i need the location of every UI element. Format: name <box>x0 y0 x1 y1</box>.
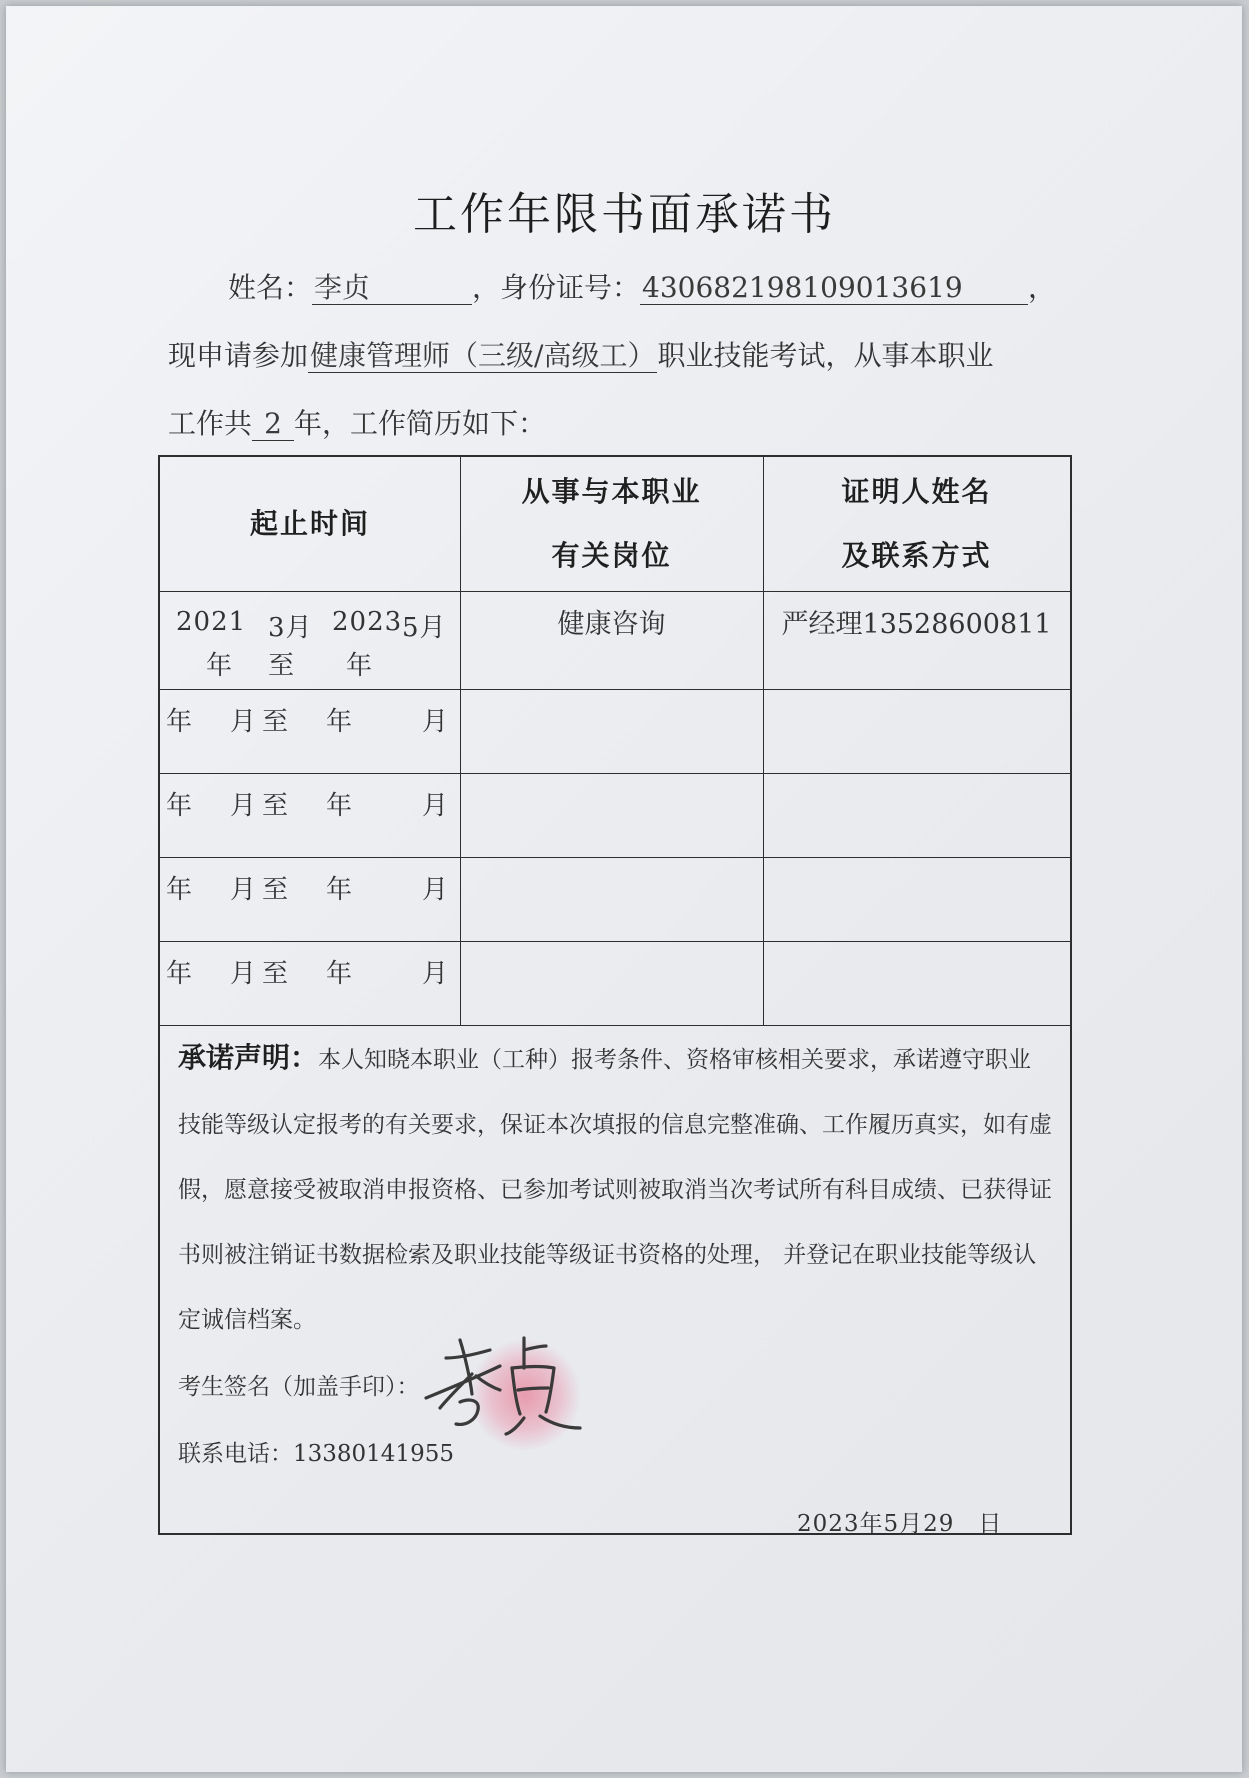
row2-period: 年 月至 年 月 <box>165 706 454 737</box>
id-end: ， <box>1028 271 1057 304</box>
header-reference-line1: 证明人姓名 <box>841 475 992 508</box>
row5-period: 年 月至 年 月 <box>165 958 454 989</box>
pledge-title: 承诺声明： <box>178 1041 319 1074</box>
row1-position: 健康咨询 <box>557 608 666 640</box>
signature-label: 考生签名（加盖手印）： <box>178 1374 420 1400</box>
name-id-line <box>228 266 1056 306</box>
phone-line <box>178 1435 454 1468</box>
handwritten-signature <box>420 1328 590 1442</box>
work-prefix: 工作共 <box>168 407 253 440</box>
row3-period: 年 月至 年 月 <box>165 790 454 821</box>
work-years-value: 2 <box>252 408 294 441</box>
pledge-section <box>160 1025 1070 1537</box>
work-history-table <box>158 455 1072 1535</box>
header-reference-line2: 及联系方式 <box>841 539 992 572</box>
header-position-line1: 从事与本职业 <box>521 475 702 508</box>
apply-prefix: 现申请参加 <box>168 339 309 372</box>
name-label: 姓名： <box>228 271 313 304</box>
exam-name: 健康管理师（三级/高级工） <box>310 339 656 372</box>
row1-nian2: 年 <box>346 651 374 681</box>
row1-start-year: 2021 <box>176 607 247 637</box>
row1-reference: 严经理13528600811 <box>781 608 1052 640</box>
work-years-line <box>168 402 546 442</box>
header-position-line2: 有关岗位 <box>551 539 672 572</box>
id-number-value: 430682198109013619 <box>640 272 1028 305</box>
header-period: 起止时间 <box>249 507 370 540</box>
name-value: 李贞 <box>312 272 472 305</box>
header-reference <box>763 457 1070 591</box>
row1-start-month: 3月 <box>268 613 313 643</box>
work-suffix: 年，工作简历如下： <box>294 407 547 440</box>
row1-period <box>160 591 460 689</box>
sign-date: 2023年5月29 日 <box>797 1511 1003 1537</box>
exam-line <box>168 334 993 374</box>
pledge-text: 本人知晓本职业（工种）报考条件、资格审核相关要求，承诺遵守职业技能等级认定报考的有关要求，保证本次填报的信息完整准确、工作履历真实，如有虚假，愿意接受被取消申报资格、已参加考试则被取消当次考试所有科目成绩、已获得证书则被注销证书数据检索及职业技能等级证书资格的处理， 并登记在职业技能等级认定诚信档案。 <box>178 1047 1052 1333</box>
header-position <box>460 457 763 591</box>
signature-line <box>178 1368 420 1401</box>
row1-zhi: 至 <box>268 651 296 681</box>
row1-nian1: 年 <box>206 651 234 681</box>
document-title: 工作年限书面承诺书 <box>413 189 836 240</box>
row1-end-year: 2023 <box>332 607 403 637</box>
phone-label: 联系电话： <box>178 1441 293 1467</box>
phone-value: 13380141955 <box>293 1441 454 1467</box>
row1-end-month: 5月 <box>402 613 447 643</box>
row4-period: 年 月至 年 月 <box>165 874 454 905</box>
apply-suffix: 职业技能考试，从事本职业 <box>657 339 994 372</box>
id-label: ，身份证号： <box>472 271 641 304</box>
signature-icon <box>420 1328 590 1438</box>
pledge-paragraph <box>178 1025 1052 1353</box>
